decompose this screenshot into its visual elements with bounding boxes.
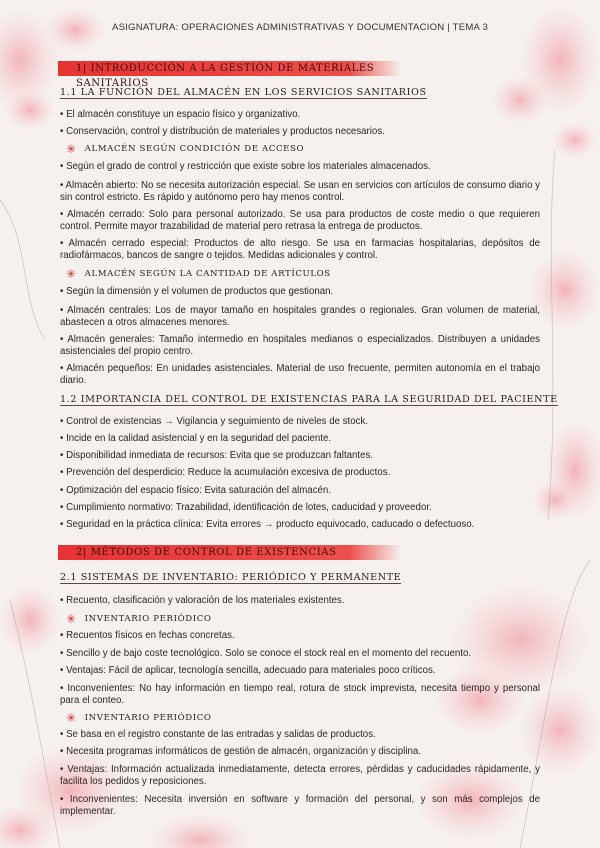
bullet: • Recuentos físicos en fechas concretas.: [60, 630, 235, 641]
bullet: • Optimización del espacio físico: Evita saturación del almacén.: [60, 485, 332, 496]
bullet: • Según la dimensión y el volumen de productos que gestionan.: [60, 286, 334, 297]
tag-permanent-inventory: [66, 712, 212, 724]
bullet: • El almacén constituye un espacio físico y organizativo.: [60, 109, 301, 120]
star-icon: ✳: [66, 612, 77, 626]
bullet: • Necesita programas informáticos de gestión de almacén, organización y disciplina.: [60, 746, 421, 757]
tag-label: ALMACÉN SEGÚN LA CANTIDAD DE ARTÍCULOS: [84, 269, 331, 279]
bullet: • Ventajas: Fácil de aplicar, tecnología sencilla, adecuado para materiales poco críticos.: [60, 665, 436, 676]
section-1-banner: 1| INTRODUCCIÓN A LA GESTIÓN DE MATERIALES SANITARIOS: [58, 61, 401, 76]
bullet: • Inconvenientes: No hay información en tiempo real, rotura de stock imprevista, necesita tiempo y personal para el conteo.: [60, 683, 540, 706]
star-icon: ✳: [66, 711, 77, 725]
tag-article-quantity: [66, 268, 331, 280]
bullet: • Almacén generales: Tamaño intermedio en hospitales medianos o especializados. Distribuyen a unidades asistenciales del propio centro.: [60, 334, 540, 357]
bullet: • Almacén cerrado: Solo para personal autorizado. Se usa para productos de coste medio o que requieren control. Permite mayor trazabilidad de material pero retrasa la entrega de productos.: [60, 209, 540, 232]
tag-periodic-inventory: [66, 613, 212, 625]
bullet: • Almacén centrales: Los de mayor tamaño en hospitales grandes o regionales. Gran volumen de material, abastecen a otros almacenes menores.: [60, 305, 540, 328]
section-2-banner: 2| MÉTODOS DE CONTROL DE EXISTENCIAS: [58, 545, 401, 560]
bullet: • Disponibilidad inmediata de recursos: Evita que se produzcan faltantes.: [60, 450, 374, 461]
bullet: • Según el grado de control y restricción que existe sobre los materiales almacenados.: [60, 161, 431, 172]
bullet: • Control de existencias → Vigilancia y seguimiento de niveles de stock.: [60, 416, 368, 427]
bullet: • Inconvenientes: Necesita inversión en software y formación del personal, y son más complejos de implementar.: [60, 794, 540, 817]
star-icon: ✳: [66, 267, 77, 281]
star-icon: ✳: [66, 142, 77, 156]
tag-label: ALMACÉN SEGÚN CONDICIÓN DE ACCESO: [84, 144, 305, 154]
bullet: • Se basa en el registro constante de las entradas y salidas de productos.: [60, 729, 376, 740]
bullet: • Almacén cerrado especial: Productos de alto riesgo. Se usa en farmacias hospitalarias, depósitos de radiofármacos, bancos de sangre o tejidos. Medidas adicionales y control.: [60, 238, 540, 261]
bullet: • Prevención del desperdicio: Reduce la acumulación excesiva de productos.: [60, 467, 391, 478]
tag-access-condition: [66, 143, 304, 155]
bullet: • Almacén abierto: No se necesita autorización especial. Se usan en servicios con artículos de consumo diario y sin control estricto. Es rápido y autónomo pero hay menos control.: [60, 180, 540, 203]
tag-label: INVENTARIO PERIÓDICO: [84, 713, 212, 723]
subsection-2-1-title: 2.1 SISTEMAS DE INVENTARIO: PERIÓDICO Y PERMANENTE: [60, 572, 402, 583]
bullet: • Seguridad en la práctica clínica: Evita errores → producto equivocado, caducado o defectuoso.: [60, 519, 475, 530]
subsection-1-2-title: 1.2 IMPORTANCIA DEL CONTROL DE EXISTENCIAS PARA LA SEGURIDAD DEL PACIENTE: [60, 394, 558, 405]
bullet: • Recuento, clasificación y valoración de los materiales existentes.: [60, 595, 345, 606]
subsection-1-1-title: 1.1 LA FUNCIÓN DEL ALMACÉN EN LOS SERVICIOS SANITARIOS: [60, 87, 427, 98]
bullet: • Ventajas: Información actualizada inmediatamente, detecta errores, pérdidas y caducidades rápidamente, y facilita los pedidos y reposiciones.: [60, 764, 540, 787]
bullet: • Incide en la calidad asistencial y en la seguridad del paciente.: [60, 433, 332, 444]
bullet: • Conservación, control y distribución de materiales y productos necesarios.: [60, 126, 385, 137]
bullet: • Cumplimiento normativo: Trazabilidad, identificación de lotes, caducidad y proveedor.: [60, 502, 432, 513]
bullet: • Sencillo y de bajo coste tecnológico. Solo se conoce el stock real en el momento del recuento.: [60, 648, 472, 659]
tag-label: INVENTARIO PERIÓDICO: [84, 614, 212, 624]
page-header: ASIGNATURA: OPERACIONES ADMINISTRATIVAS Y DOCUMENTACION | TEMA 3: [111, 22, 488, 33]
bullet: • Almacén pequeños: En unidades asistenciales. Material de uso frecuente, permiten autonomía en el trabajo diario.: [60, 363, 540, 386]
